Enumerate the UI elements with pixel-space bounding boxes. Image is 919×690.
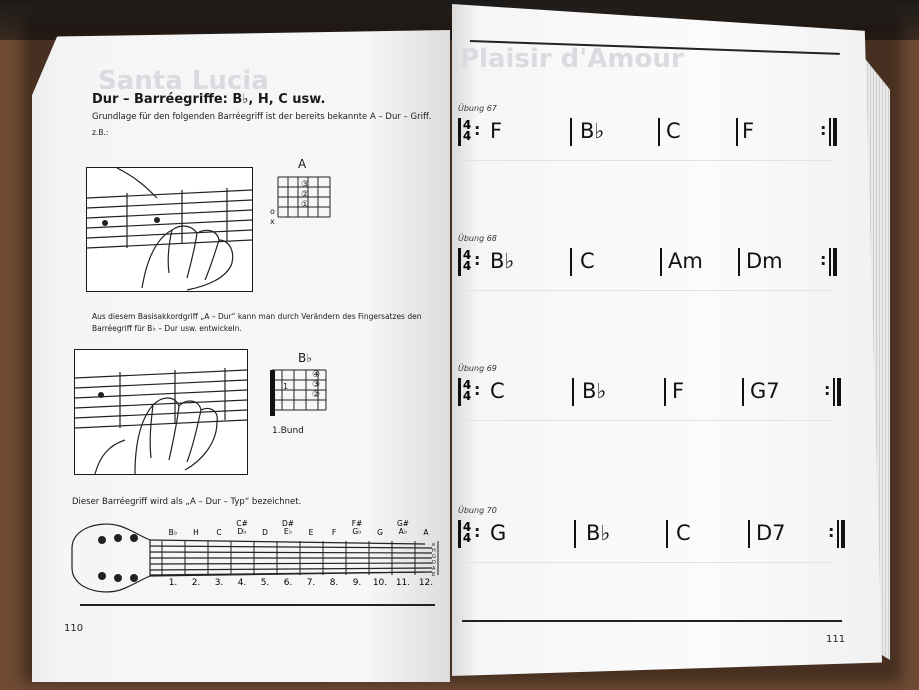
fretboard-fret-number: 8. bbox=[329, 578, 339, 588]
fretboard-fret-number: 9. bbox=[352, 578, 362, 588]
exercise-label: Übung 70 bbox=[458, 506, 497, 515]
end-barline-thin bbox=[829, 118, 831, 146]
fretboard-diagram bbox=[70, 518, 440, 598]
fretboard-note-name: F bbox=[331, 528, 337, 537]
end-barline-thin bbox=[829, 248, 831, 276]
fretboard-string-letter: E bbox=[432, 572, 436, 578]
fretboard-fret-number: 10. bbox=[372, 578, 388, 588]
chord-symbol: D7 bbox=[756, 521, 786, 545]
fretboard-fret-number: 1. bbox=[168, 578, 178, 588]
chord-bb-finger: ② bbox=[312, 390, 321, 400]
fretboard-note-name: F# G♭ bbox=[351, 519, 363, 536]
time-signature: 4 4 bbox=[462, 378, 472, 403]
barline bbox=[660, 248, 662, 276]
fretboard-note-name: C bbox=[216, 528, 222, 537]
fretboard-string-letter: D bbox=[432, 560, 436, 566]
chord-symbol: G bbox=[490, 521, 507, 545]
right-footer-rule bbox=[462, 620, 842, 622]
barline bbox=[570, 248, 572, 276]
intro-line: Grundlage für den folgenden Barréegriff ist der bereits bekannte A – Dur – Griff. bbox=[92, 112, 432, 122]
chord-bb-finger: ④ bbox=[312, 370, 321, 380]
fretboard-fret-number: 4. bbox=[237, 578, 247, 588]
barline bbox=[570, 118, 572, 146]
chord-a-open-mark: o bbox=[270, 207, 275, 216]
barline bbox=[664, 378, 666, 406]
chord-symbol: B♭ bbox=[582, 379, 607, 403]
left-footer-rule bbox=[80, 604, 435, 606]
right-ghost-title: Plaisir d'Amour bbox=[460, 44, 684, 74]
fretboard-string-letter: H bbox=[432, 548, 436, 554]
chord-a-diagram bbox=[270, 175, 332, 227]
chord-symbol: C bbox=[580, 249, 595, 273]
start-barline bbox=[458, 520, 461, 548]
bund-label: 1.Bund bbox=[272, 426, 304, 436]
fretboard-string-letter: G bbox=[432, 554, 436, 560]
chord-bb-finger: ③ bbox=[312, 380, 321, 390]
end-barline-thick bbox=[833, 118, 837, 146]
barline bbox=[748, 520, 750, 548]
typ-line: Dieser Barréegriff wird als „A – Dur – Typ“ bezeichnet. bbox=[72, 497, 302, 507]
chord-symbol: F bbox=[490, 119, 503, 143]
left-heading: Dur – Barréegriffe: B♭, H, C usw. bbox=[92, 92, 326, 107]
left-page-number: 110 bbox=[64, 623, 84, 634]
chord-symbol: B♭ bbox=[490, 249, 515, 273]
chord-a-finger: ① bbox=[301, 200, 310, 210]
barline bbox=[742, 378, 744, 406]
chord-a-finger: ③ bbox=[301, 180, 310, 190]
fretboard-fret-number: 12. bbox=[418, 578, 434, 588]
chord-symbol: C bbox=[666, 119, 681, 143]
hand-bb-drawing bbox=[75, 350, 247, 474]
fretboard-fret-number: 11. bbox=[395, 578, 411, 588]
chord-symbol: B♭ bbox=[586, 521, 611, 545]
faint-staff-line bbox=[462, 290, 832, 291]
repeat-end-dots: : bbox=[820, 120, 827, 139]
chord-bb-barre-finger: 1 bbox=[283, 382, 289, 391]
time-signature: 4 4 bbox=[462, 248, 472, 273]
right-page-number: 111 bbox=[826, 634, 846, 645]
barline bbox=[658, 118, 660, 146]
faint-staff-line bbox=[462, 160, 832, 161]
repeat-end-dots: : bbox=[820, 250, 827, 269]
paragraph-line-1: Aus diesem Basisakkordgriff „A – Dur“ kann man durch Verändern des Fingersatzes den bbox=[92, 312, 422, 321]
hand-a-drawing bbox=[87, 168, 252, 291]
time-signature: 4 4 bbox=[462, 520, 472, 545]
fretboard-fret-number: 5. bbox=[260, 578, 270, 588]
repeat-start-dots: : bbox=[474, 522, 481, 541]
faint-staff-line bbox=[462, 562, 832, 563]
chord-symbol: F bbox=[742, 119, 755, 143]
barline bbox=[738, 248, 740, 276]
start-barline bbox=[458, 118, 461, 146]
exercise-label: Übung 68 bbox=[458, 234, 497, 243]
end-barline-thin bbox=[837, 520, 839, 548]
fretboard-note-name: D# E♭ bbox=[281, 519, 295, 536]
fretboard-fret-number: 3. bbox=[214, 578, 224, 588]
fretboard-fret-number: 2. bbox=[191, 578, 201, 588]
chord-bb-grid bbox=[266, 368, 330, 420]
end-barline-thick bbox=[833, 248, 837, 276]
hand-illustration-bb bbox=[74, 349, 248, 475]
end-barline-thin bbox=[833, 378, 835, 406]
end-barline-thick bbox=[837, 378, 841, 406]
right-page bbox=[452, 4, 882, 676]
chord-symbol: F bbox=[672, 379, 685, 403]
repeat-start-dots: : bbox=[474, 120, 481, 139]
chord-symbol: B♭ bbox=[580, 119, 605, 143]
fretboard-note-name: C# D♭ bbox=[236, 519, 248, 536]
hand-illustration-a bbox=[86, 167, 253, 292]
barline bbox=[736, 118, 738, 146]
chord-symbol: C bbox=[490, 379, 505, 403]
barline bbox=[666, 520, 668, 548]
chord-a-name: A bbox=[298, 157, 307, 171]
fretboard-string-letter: A bbox=[432, 566, 436, 572]
fretboard-fret-number: 7. bbox=[306, 578, 316, 588]
barline bbox=[574, 520, 576, 548]
fretboard-note-name: G# A♭ bbox=[396, 519, 410, 536]
faint-staff-line bbox=[462, 420, 832, 421]
left-ghost-title: Santa Lucia bbox=[98, 66, 269, 96]
fretboard-note-name: D bbox=[262, 528, 268, 537]
fretboard-note-name: H bbox=[193, 528, 199, 537]
fretboard-fret-number: 6. bbox=[283, 578, 293, 588]
fretboard-note-name: E bbox=[308, 528, 314, 537]
fretboard-note-name: G bbox=[377, 528, 383, 537]
chord-symbol: G7 bbox=[750, 379, 780, 403]
paragraph-line-2: Barréegriff für B♭ – Dur usw. entwickeln. bbox=[92, 324, 242, 333]
chord-bb-name: B♭ bbox=[298, 351, 312, 365]
time-signature: 4 4 bbox=[462, 118, 472, 143]
repeat-start-dots: : bbox=[474, 380, 481, 399]
exercise-label: Übung 69 bbox=[458, 364, 497, 373]
chord-symbol: Am bbox=[668, 249, 703, 273]
zb-label: z.B.: bbox=[92, 128, 109, 137]
chord-a-mute-mark: x bbox=[270, 217, 275, 226]
repeat-end-dots: : bbox=[828, 522, 835, 541]
chord-symbol: Dm bbox=[746, 249, 783, 273]
exercise-label: Übung 67 bbox=[458, 104, 497, 113]
start-barline bbox=[458, 378, 461, 406]
start-barline bbox=[458, 248, 461, 276]
barline bbox=[572, 378, 574, 406]
chord-symbol: C bbox=[676, 521, 691, 545]
end-barline-thick bbox=[841, 520, 845, 548]
fretboard-note-name: B♭ bbox=[168, 528, 178, 537]
fretboard-note-name: A bbox=[423, 528, 429, 537]
chord-a-finger: ② bbox=[301, 190, 310, 200]
fretboard-string-letter: e bbox=[432, 542, 436, 548]
chord-bb-diagram bbox=[266, 368, 330, 424]
repeat-end-dots: : bbox=[824, 380, 831, 399]
repeat-start-dots: : bbox=[474, 250, 481, 269]
